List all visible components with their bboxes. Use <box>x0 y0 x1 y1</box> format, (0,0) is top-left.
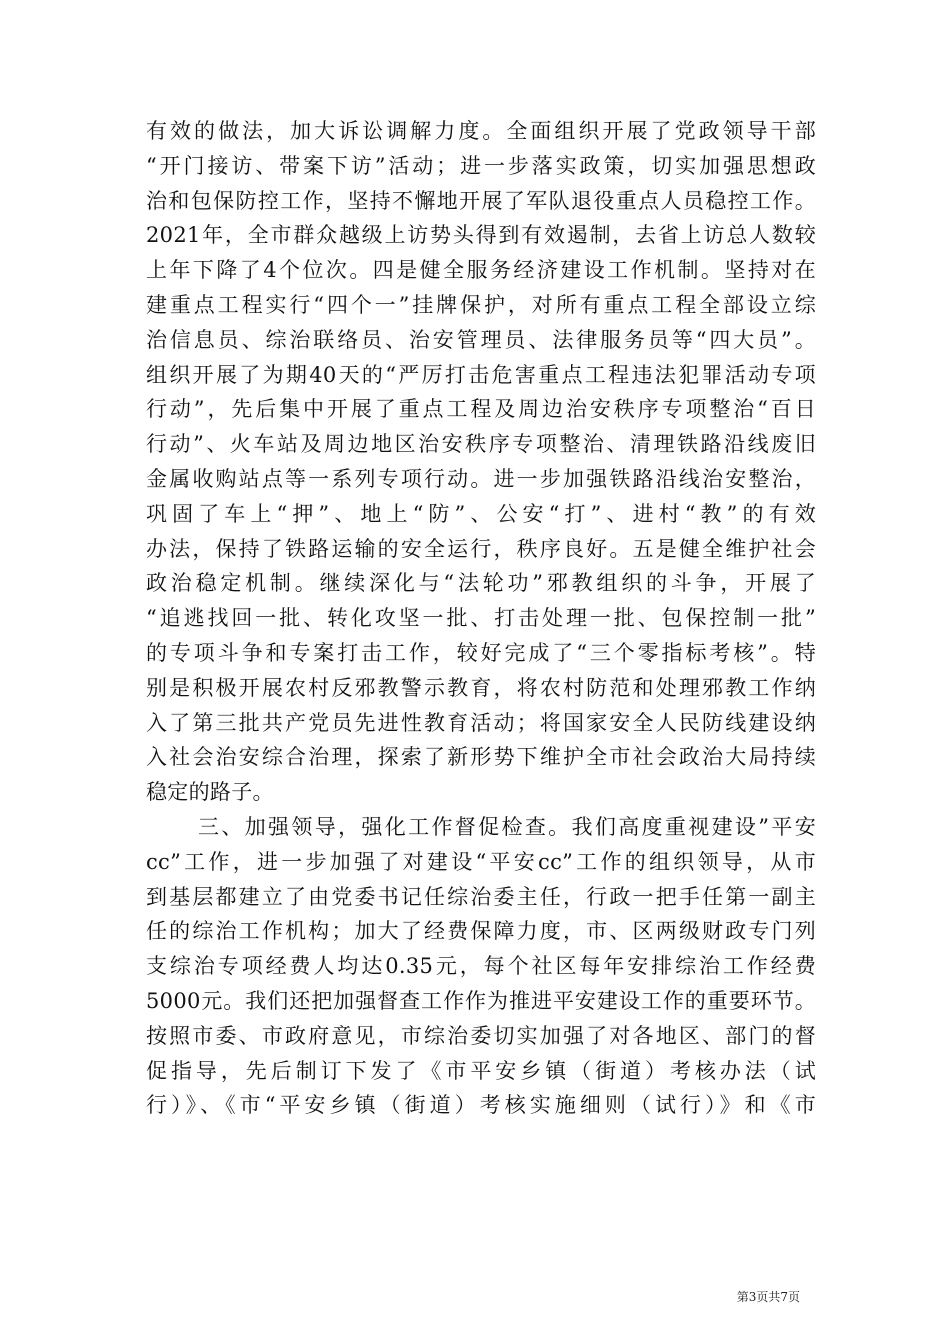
paragraph-1 <box>146 114 816 810</box>
text-line: 治信息员、综治联络员、治安管理员、法律服务员等“四大员”。 <box>146 327 816 352</box>
text-line: 任的综治工作机构；加大了经费保障力度，市、区两级财政专门列 <box>146 919 816 944</box>
text-line: 政治稳定机制。继续深化与“法轮功”邪教组织的斗争，开展了 <box>146 571 816 596</box>
text-line: 5000元。我们还把加强督查工作作为推进平安建设工作的重要环节。 <box>146 988 816 1013</box>
text-line: 建重点工程实行“四个一”挂牌保护，对所有重点工程全部设立综 <box>146 292 816 317</box>
text-line: 巩固了车上“押”、地上“防”、公安“打”、进村“教”的有效 <box>146 501 816 526</box>
page-number: 第3页共7页 <box>736 1290 800 1304</box>
text-line: “追逃找回一批、转化攻坚一批、打击处理一批、包保控制一批” <box>146 606 816 631</box>
text-line: 行动”，先后集中开展了重点工程及周边治安秩序专项整治“百日 <box>146 397 816 422</box>
text-line: 别是积极开展农村反邪教警示教育，将农村防范和处理邪教工作纳 <box>146 675 816 700</box>
text-line: 治和包保防控工作，坚持不懈地开展了军队退役重点人员稳控工作。 <box>146 188 816 213</box>
text-line: 金属收购站点等一系列专项行动。进一步加强铁路沿线治安整治， <box>146 466 816 491</box>
text-line: 按照市委、市政府意见，市综治委切实加强了对各地区、部门的督 <box>146 1023 816 1048</box>
text-line: “开门接访、带案下访”活动；进一步落实政策，切实加强思想政 <box>146 153 816 178</box>
text-line: 有效的做法，加大诉讼调解力度。全面组织开展了党政领导干部 <box>146 119 816 143</box>
text-line: 行动”、火车站及周边地区治安秩序专项整治、清理铁路沿线废旧 <box>146 432 816 457</box>
text-line: 稳定的路子。 <box>146 780 274 805</box>
text-line: 组织开展了为期40天的“严厉打击危害重点工程违法犯罪活动专项 <box>146 362 816 387</box>
text-line: 入社会治安综合治理，探索了新形势下维护全市社会政治大局持续 <box>146 745 816 770</box>
text-line: 办法，保持了铁路运输的安全运行，秩序良好。五是健全维护社会 <box>146 536 816 561</box>
body-text <box>146 114 816 1123</box>
text-line: 2021年，全市群众越级上访势头得到有效遏制，去省上访总人数较 <box>146 223 816 248</box>
text-line: 行）》、《市“平安乡镇（街道）考核实施细则（试行）》和《市 <box>146 1093 816 1118</box>
text-line: cc”工作，进一步加强了对建设“平安cc”工作的组织领导，从市 <box>146 849 816 874</box>
text-line: 到基层都建立了由党委书记任综治委主任，行政一把手任第一副主 <box>146 884 816 909</box>
text-line: 的专项斗争和专案打击工作，较好完成了“三个零指标考核”。特 <box>146 640 816 665</box>
text-line: 三、加强领导，强化工作督促检查。我们高度重视建设”平安 <box>198 814 816 839</box>
text-line: 入了第三批共产党员先进性教育活动；将国家安全人民防线建设纳 <box>146 710 816 735</box>
text-line: 促指导，先后制订下发了《市平安乡镇（街道）考核办法（试 <box>146 1058 816 1083</box>
paragraph-2 <box>146 810 816 1123</box>
text-line: 支综治专项经费人均达0.35元，每个社区每年安排综治工作经费 <box>146 954 816 979</box>
text-line: 上年下降了4个位次。四是健全服务经济建设工作机制。坚持对在 <box>146 258 816 283</box>
